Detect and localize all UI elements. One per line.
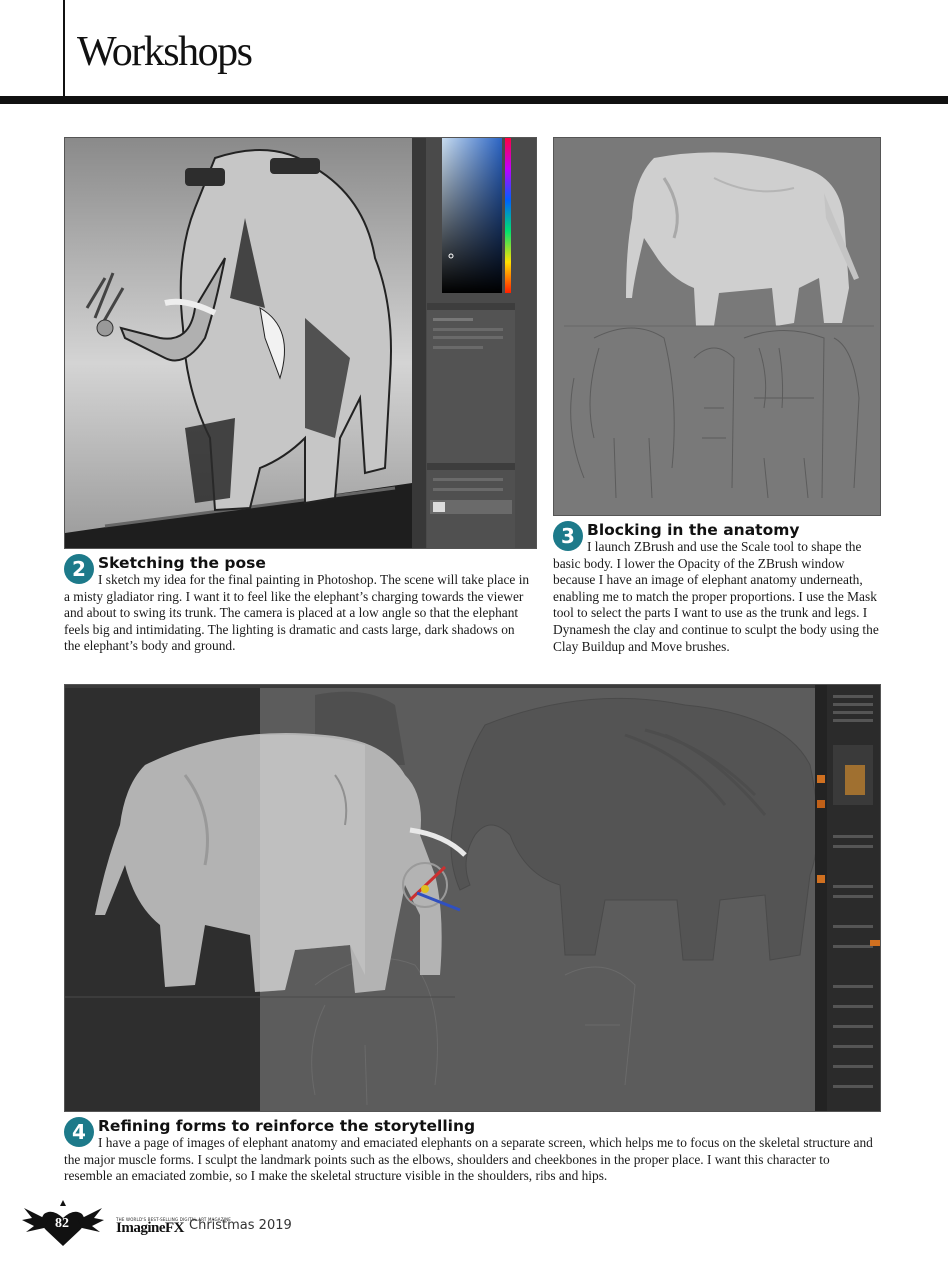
page-footer: [22, 1200, 522, 1250]
header-rule-vertical: [63, 0, 65, 97]
step-title: Refining forms to reinforce the storytelling: [98, 1117, 476, 1135]
step-number-badge: 2: [64, 554, 94, 584]
step-number-badge: 4: [64, 1117, 94, 1147]
figure-sketch-photoshop: [64, 137, 537, 549]
step-body: I launch ZBrush and use the Scale tool to shape the basic body. I lower the Opacity of the ZBrush window because I have an image of elephant anatomy underneath, enabling me to match the proper proportions. I use the Mask tool to select the parts I want to use as the trunk and legs. I Dynamesh the clay and continue to sculpt the body using the Clay Buildup and Move brushes.: [553, 539, 879, 654]
step-2: [64, 554, 534, 655]
magazine-kicker: THE WORLD'S BEST-SELLING DIGITAL ART MAGAZINE: [116, 1217, 231, 1222]
step-number-badge: 3: [553, 521, 583, 551]
step-3: [553, 521, 880, 655]
step-body: I have a page of images of elephant anatomy and emaciated elephants on a separate screen, which helps me to focus on the skeletal structure and the major muscle forms. I sculpt the landmark points such as the elbows, shoulders and cheekbones in the proper place. I want this character to resemble an emaciated zombie, so I make the skeletal structure visible in the shoulders, ribs and hips.: [64, 1135, 873, 1184]
step-4: [64, 1117, 880, 1185]
step-title: Sketching the pose: [98, 554, 266, 572]
page-number: 82: [55, 1216, 69, 1231]
issue-label: Christmas 2019: [189, 1218, 292, 1233]
magazine-logo: ImagineFX: [116, 1220, 184, 1236]
step-title: Blocking in the anatomy: [587, 521, 800, 539]
header-rule: [0, 96, 948, 104]
step-body: I sketch my idea for the final painting in Photoshop. The scene will take place in a misty gladiator ring. I want it to feel like the elephant’s charging towards the viewer and about to swing its trunk. The camera is placed at a low angle so that the elephant feels big and intimidating. The lighting is dramatic and casts large, dark shadows on the elephant’s body and ground.: [64, 572, 530, 654]
section-title: Workshops: [77, 29, 252, 75]
figure-zbrush-refining: [64, 684, 881, 1112]
figure-zbrush-blocking: [553, 137, 881, 516]
